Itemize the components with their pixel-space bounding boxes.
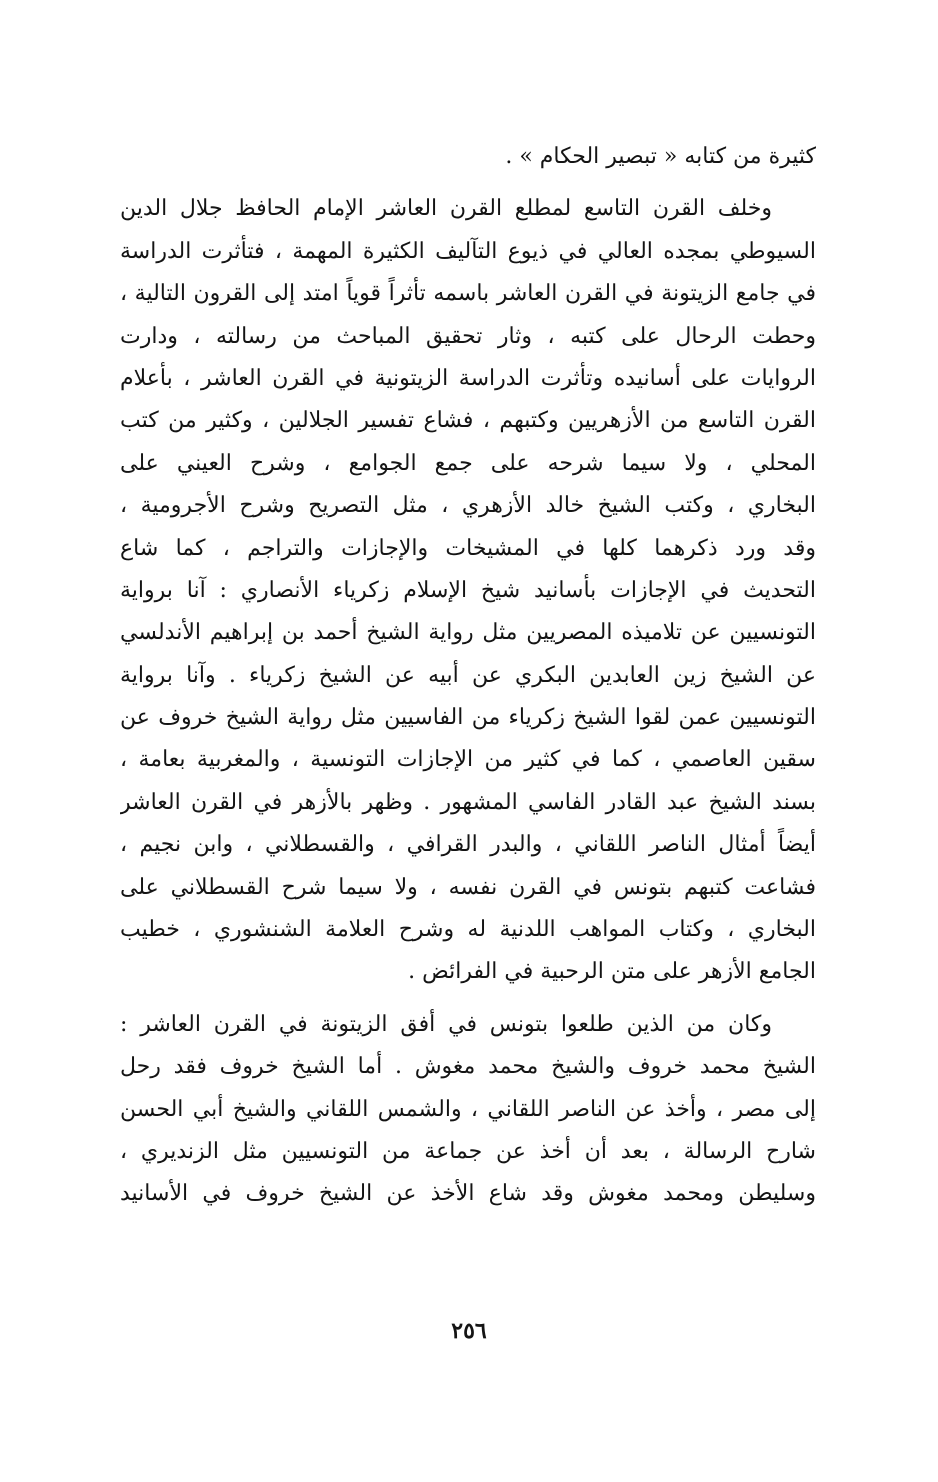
text-line: وخلف القرن التاسع لمطلع القرن العاشر الإمام الحافظ جلال الدين (120, 196, 772, 222)
text-line: سقين العاصمي ، كما في كثير من الإجازات التونسية ، والمغربية بعامة ، (120, 747, 816, 773)
page-number: ٢٥٦ (451, 1318, 487, 1344)
text-line: إلى مصر ، وأخذ عن الناصر اللقاني ، والشمس اللقاني والشيخ أبي الحسن (120, 1096, 816, 1122)
text-line: أيضاً أمثال الناصر اللقاني ، والبدر القرافي ، والقسطلاني ، وابن نجيم ، (120, 832, 816, 858)
body-text (120, 136, 816, 1216)
text-line: المحلي ، ولا سيما شرحه على جمع الجوامع ، وشرح العيني على (120, 450, 816, 476)
text-line: التونسيين عن تلاميذه المصريين مثل رواية الشيخ أحمد بن إبراهيم الأندلسي (120, 620, 816, 646)
text-line: القرن التاسع من الأزهريين وكتبهم ، فشاع تفسير الجلالين ، وكثير من كتب (120, 408, 816, 434)
text-line: كثيرة من كتابه « تبصير الحكام » . (505, 144, 816, 169)
text-line: البخاري ، وكتب الشيخ خالد الأزهري ، مثل التصريح وشرح الأجرومية ، (120, 493, 816, 519)
paragraph-gap (120, 178, 816, 188)
text-line: وسليطن ومحمد مغوش وقد شاع الأخذ عن الشيخ خروف في الأسانيد (120, 1181, 816, 1207)
text-line: الشيخ محمد خروف والشيخ محمد مغوش . أما الشيخ خروف فقد رحل (120, 1054, 816, 1080)
text-line: شارح الرسالة ، بعد أن أخذ عن جماعة من التونسيين مثل الزنديري ، (120, 1138, 816, 1164)
text-line: وكان من الذين طلعوا بتونس في أفق الزيتونة في القرن العاشر : (120, 1011, 772, 1037)
text-line: التونسيين عمن لقوا الشيخ زكرياء من الفاسيين مثل رواية الشيخ خروف عن (120, 705, 816, 731)
text-line: البخاري ، وكتاب المواهب اللدنية له وشرح العلامة الشنشوري ، خطيب (120, 917, 816, 943)
text-line: عن الشيخ زين العابدين البكري عن أبيه عن الشيخ زكرياء . وآنا برواية (120, 662, 816, 688)
text-line: الجامع الأزهر على متن الرحبية في الفرائض . (408, 959, 816, 985)
paragraph-gap (120, 994, 816, 1004)
text-line: الروايات على أسانيده وتأثرت الدراسة الزيتونية في القرن العاشر ، بأعلام (120, 365, 816, 391)
text-line: وقد ورد ذكرهما كلها في المشيخات والإجازات والتراجم ، كما شاع (120, 535, 816, 561)
text-line: السيوطي بمجده العالي في ذيوع التآليف الكثيرة المهمة ، فتأثرت الدراسة (120, 238, 816, 264)
text-line: فشاعت كتبهم بتونس في القرن نفسه ، ولا سيما شرح القسطلاني على (120, 874, 816, 900)
text-line: التحديث في الإجازات بأسانيد شيخ الإسلام زكرياء الأنصاري : آنا برواية (120, 577, 816, 603)
text-line: وحطت الرحال على كتبه ، وثار تحقيق المباحث من رسالته ، ودارت (120, 323, 816, 349)
text-line: بسند الشيخ عبد القادر الفاسي المشهور . وظهر بالأزهر في القرن العاشر (120, 789, 816, 815)
text-line: في جامع الزيتونة في القرن العاشر باسمه تأثراً قوياً امتد إلى القرون التالية ، (120, 281, 816, 307)
